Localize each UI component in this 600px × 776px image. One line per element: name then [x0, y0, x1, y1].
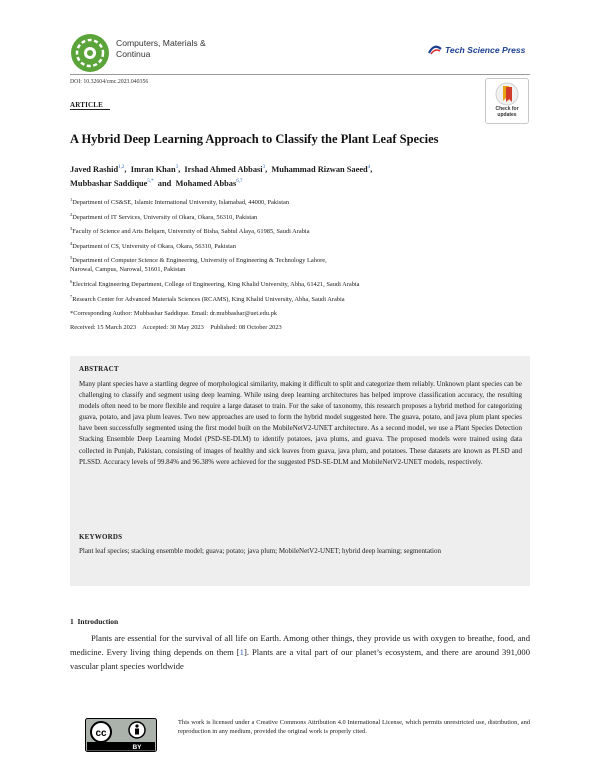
abstract-text: Many plant species have a startling degree of morphological similarity, making it difficult to split and categorize them reliably. Unknown plant species can be challenging to classify and segment using deep learning. While using deep learning architectures has helped improve classification accuracy, the resulting models often need to be more flexible and require a large dataset to train. For the sake of taxonomy, this research proposes a hybrid method for categorizing guava, potato, and java plum leaves. Two new approaches are used to form the hybrid model suggested here. The guava, potato, and java plum plant species have been successfully segmented using the first model built on the MobileNetV2-UNET architecture. As a second model, we use a Plant Species Detection Stacking Ensemble Deep Learning Model (PSD-SE-DLM) to identify potatoes, java plums, and guava. The proposed models were trained using data collected in Punjab, Pakistan, consisting of images of healthy and sick leaves from guava, java plum, and potatoes. These datasets are known as PLSD and PLSSD. Accuracy levels of 99.84% and 96.38% were achieved for the suggested PSD-SE-DLM and MobileNetV2-UNET models, respectively. — [79, 380, 522, 466]
affiliation-item: $^2$Department of IT Services, University of Okara, Okara, 56310, Pakistan — [70, 211, 258, 221]
publisher-logo — [428, 45, 525, 55]
journal-name-line2: Continua — [116, 49, 151, 59]
affiliation-item: $^1$Department of CS&SE, Islamic International University, Islamabad, 44000, Pakistan — [70, 196, 290, 206]
journal-name — [116, 38, 226, 60]
header-divider — [70, 74, 530, 75]
affiliation-item: $^7$Research Center for Advanced Materials Sciences (RCAMS), King Khalid University, Abha, Saudi Arabia — [70, 293, 345, 303]
keywords-heading: KEYWORDS — [79, 533, 123, 541]
author-affiliation-sup[interactable]: 4 — [367, 165, 371, 171]
svg-text:cc: cc — [95, 728, 107, 739]
bookmark-ribbon-icon — [495, 82, 519, 106]
affiliation-list — [70, 198, 540, 332]
author-name: Javed Rashid — [70, 165, 119, 174]
author-affiliation-sup[interactable]: 3 — [262, 165, 266, 171]
cc-by-license-icon[interactable] — [85, 718, 157, 752]
article-type-label: ARTICLE — [70, 101, 104, 109]
introduction-heading: 1 Introduction — [70, 617, 119, 626]
author-name: Mubbashar Saddique — [70, 179, 148, 188]
affiliation-item: $^3$Faculty of Science and Arts Belqarn, University of Bisha, Sabtul Alaya, 61985, Saudi Arabia — [70, 226, 310, 236]
check-for-updates-label: Check for updates — [495, 106, 519, 118]
abstract-box — [70, 356, 530, 586]
author-affiliation-sup[interactable]: 5,* — [147, 179, 154, 185]
journal-name-line1: Computers, Materials & — [116, 38, 206, 48]
license-statement: This work is licensed under a Creative Commons Attribution 4.0 International License, which permits unrestricted use, distribution, and reproduction in any medium, provided the original work is properly cited. — [178, 719, 530, 736]
publisher-swoosh-icon — [428, 45, 442, 55]
affiliation-item: $^5$Department of Computer Science & Engineering, University of Engineering & Technology Lahore, Narowal, Campus, Narowal, 51601, Pakistan — [70, 255, 327, 274]
author-affiliation-sup[interactable]: 3 — [175, 165, 179, 171]
cc-by-label: BY — [132, 744, 142, 751]
publisher-name: Tech Science Press — [445, 45, 526, 55]
introduction-paragraph: Plants are essential for the survival of all life on Earth. Among other things, they provide us with oxygen to breathe, food, and medicine. Every living thing depends on them [1]. Plants are a vital part of our planet’s ecosystem, and there are around 391,000 vascular plant species worldwide — [70, 633, 530, 671]
author-list: Javed Rashid$^{1,2}$, Imran Khan$^3$, Irshad Ahmed Abbasi$^3$, Muhammad Rizwan Saeed$^4$, Mubbashar Saddique$^{5,*}$ and Mohamed Abbas$^{6,7}$ — [70, 165, 373, 188]
author-name: Imran Khan — [130, 165, 176, 174]
article-label-underline — [70, 109, 110, 110]
paper-title: A Hybrid Deep Learning Approach to Classify the Plant Leaf Species — [70, 132, 439, 146]
author-name: Mohamed Abbas — [175, 179, 237, 188]
doi[interactable]: DOI: 10.32604/cmc.2023.040356 — [70, 79, 149, 85]
corresponding-author: *Corresponding Author: Mubbashar Saddique. Email: dr.mubbashar@uet.edu.pk — [70, 310, 277, 318]
affiliation-item: $^4$Department of CS, University of Okara, Okara, 56310, Pakistan — [70, 240, 236, 250]
citation-link[interactable]: 1 — [239, 646, 244, 657]
affiliation-item: $^6$Electrical Engineering Department, College of Engineering, King Khalid University, Abha, 61421, Saudi Arabia — [70, 278, 360, 288]
publication-dates: Received: 15 March 2023 Accepted: 30 May 2023 Published: 08 October 2023 — [70, 323, 282, 331]
journal-logo-icon — [70, 33, 110, 73]
keywords-text: Plant leaf species; stacking ensemble model; guava; potato; java plum; MobileNetV2-UNET; hybrid deep learning; segmentation — [79, 547, 441, 555]
author-name: Muhammad Rizwan Saeed — [271, 165, 368, 174]
author-affiliation-sup[interactable]: 1,2 — [118, 165, 125, 171]
author-affiliation-sup[interactable]: 6,7 — [236, 179, 243, 185]
abstract-heading: ABSTRACT — [79, 365, 119, 373]
author-name: Irshad Ahmed Abbasi — [184, 165, 263, 174]
check-for-updates-badge[interactable] — [485, 78, 529, 124]
